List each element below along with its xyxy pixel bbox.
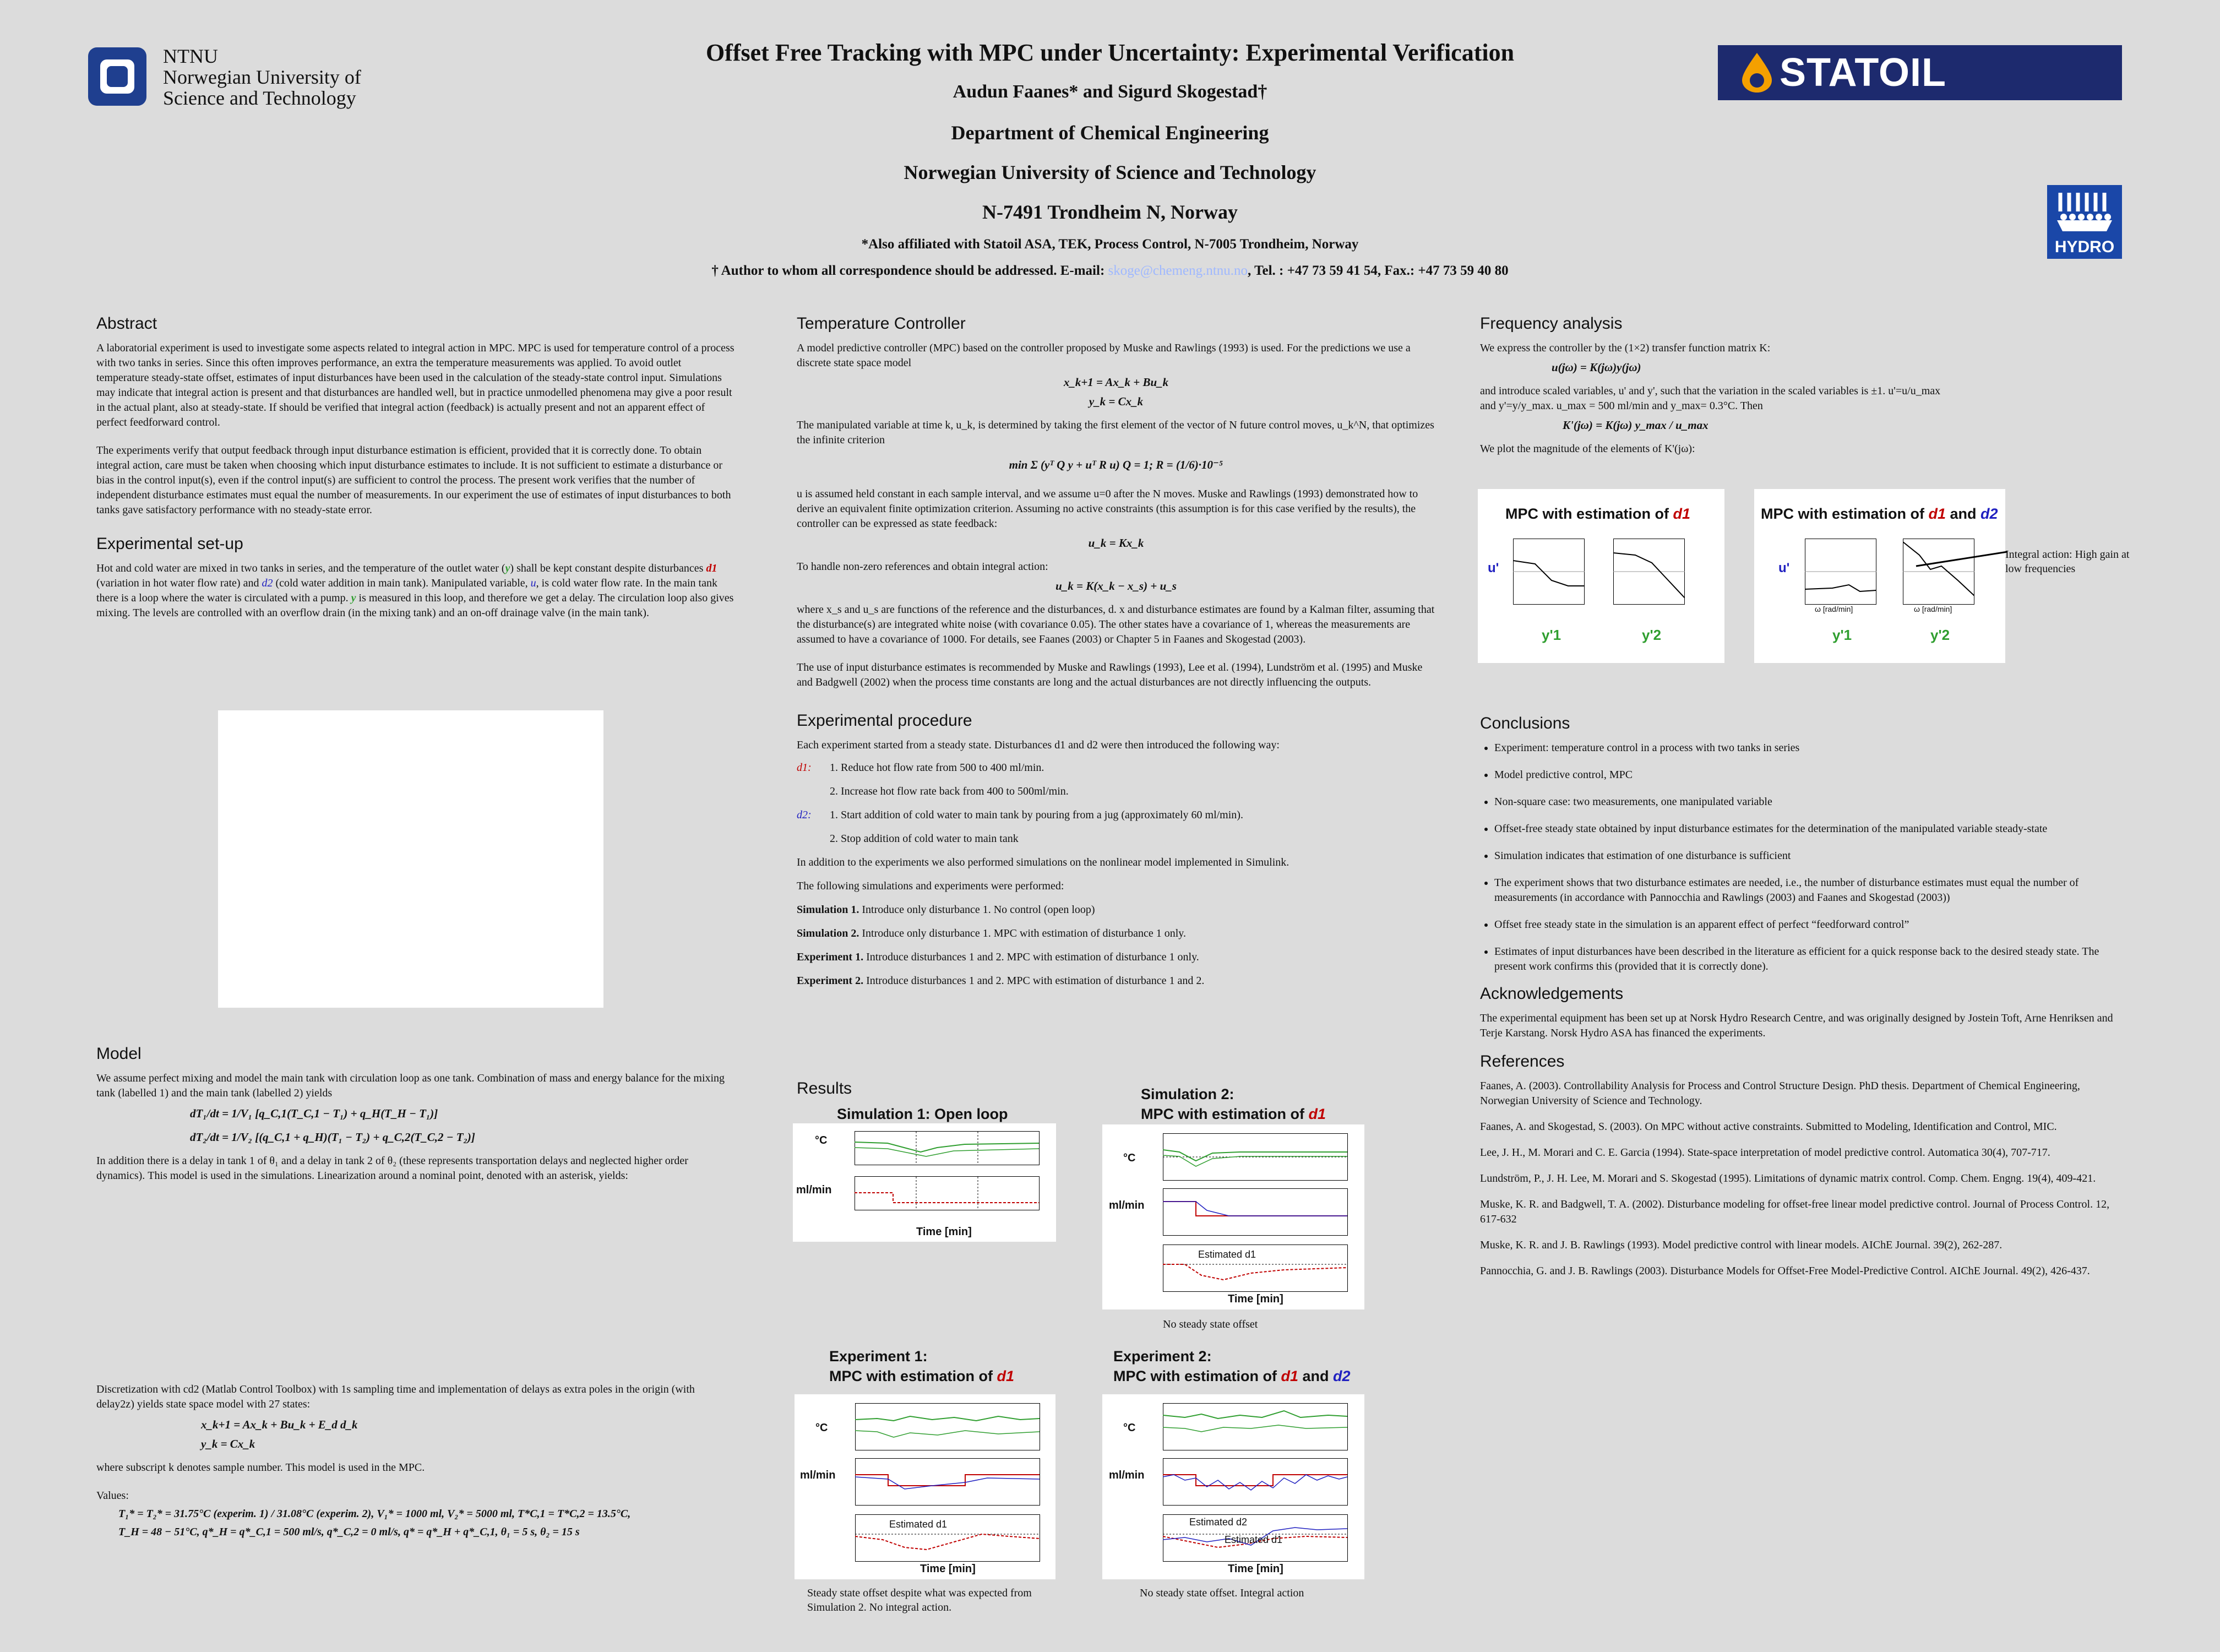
correspondence	[0, 263, 2220, 279]
exp2-estimated-d1-label: Estimated d1	[1225, 1534, 1283, 1545]
model-heading: Model	[96, 1045, 142, 1063]
procedure-item-2: Simulation 2. Introduce only disturbance 1. MPC with estimation of disturbance 1 only.	[797, 927, 1186, 939]
poster-title: Offset Free Tracking with MPC under Uncertainty: Experimental Verification	[705, 39, 1515, 66]
tc-equation-1: x_k+1 = Ax_k + Bu_k	[1063, 376, 1169, 389]
sim1-xlabel: Time [min]	[916, 1226, 972, 1238]
model-paragraph-3: Discretization with cd2 (Matlab Control Toolbox) with 1s sampling time and implementation of delays as extra poles in the origin (with delay2z) yields state space model with 27 states:	[96, 1383, 695, 1410]
frequency-paragraph-3: We plot the magnitude of the elements of K'(jω):	[1480, 443, 1695, 455]
reference-item: Faanes, A. and Skogestad, S. (2003). On MPC without active constraints. Submitted to Modeling, Identification and Control, MIC.	[1480, 1121, 2057, 1133]
statoil-logo-text: STATOIL	[1780, 51, 1946, 95]
exp1-title-line1: Experiment 1:	[829, 1348, 928, 1365]
reference-item: Lundström, P., J. H. Lee, M. Morari and S. Skogestad (1995). Limitations of dynamic matrix control. Comp. Chem. Engng. 19(4), 409-421.	[1480, 1172, 2096, 1184]
model-section	[96, 1046, 735, 1197]
setup-heading: Experimental set-up	[96, 535, 243, 553]
procedure-d1-step1: d1: 1. Reduce hot flow rate from 500 to 400 ml/min.	[797, 762, 1044, 774]
tc-paragraph-6: The use of input disturbance estimates is recommended by Muske and Rawlings (1993), Lee et al. (1994), Lundström et al. (1995) and Muske and Badgwell (2002) when the process time constants are long and the actual disturbances are not directly influencing the outputs.	[797, 661, 1423, 688]
procedure-paragraph-3: The following simulations and experiments were performed:	[797, 880, 1064, 892]
department: Department of Chemical Engineering	[951, 122, 1269, 144]
results-heading: Results	[797, 1079, 852, 1097]
integral-action-annotation: Integral action: High gain at low frequencies	[2005, 548, 2130, 575]
model-equation-1: dT₁/dt = 1/V₁ [q_C,1(T_C,1 − T₁) + q_H(T_H − T₁)]	[190, 1107, 438, 1120]
acknowledgements-text: The experimental equipment has been set up at Norsk Hydro Research Centre, and was originally designed by Jostein Toft, Arne Henriksen and Terje Karstang. Norsk Hydro ASA has financed the experiments.	[1480, 1012, 2113, 1039]
conclusion-item: • Simulation indicates that estimation of one disturbance is sufficient	[1494, 849, 2111, 863]
exp2-caption: No steady state offset. Integral action	[1140, 1587, 1304, 1599]
reference-item: Lee, J. H., M. Morari and C. E. Garcia (1994). State-space interpretation of model predictive control. Automatica 30(4), 707-717.	[1480, 1146, 2050, 1159]
tc-paragraph-3: u is assumed held constant in each sample interval, and we assume u=0 after the N moves. Muske and Rawlings (1993) demonstrated how to derive an equivalent finite optimization criterion. Assuming no active constraints (this assumption is for this case verified by the results), the controller can be expressed as state feedback:	[797, 488, 1418, 530]
exp2-xlabel: Time [min]	[1228, 1563, 1283, 1575]
sim2-xlabel: Time [min]	[1228, 1293, 1283, 1305]
freq-fig2-omega-2: ω [rad/min]	[1914, 605, 1952, 613]
frequency-heading: Frequency analysis	[1480, 314, 1623, 333]
exp2-estimated-d2-label: Estimated d2	[1189, 1517, 1248, 1528]
freq-fig1-plot-y1	[1513, 539, 1585, 605]
sim2-estimated-label: Estimated d1	[1198, 1249, 1256, 1260]
procedure-item-4: Experiment 2. Introduce disturbances 1 and 2. MPC with estimation of disturbance 1 and 2.	[797, 975, 1205, 987]
acknowledgements-heading: Acknowledgements	[1480, 985, 1624, 1003]
frequency-equation-1: u(jω) = K(jω)y(jω)	[1552, 361, 1641, 374]
freq-figure-1	[1478, 489, 1724, 663]
reference-item: Muske, K. R. and J. B. Rawlings (1993). Model predictive control with linear models. AIChE Journal. 39(2), 262-287.	[1480, 1239, 2003, 1251]
freq-figure-2	[1754, 489, 2005, 663]
freq-fig1-plot-y2	[1613, 539, 1685, 605]
exp2-title-line1: Experiment 2:	[1113, 1348, 1212, 1365]
model-paragraph-4: where subscript k denotes sample number. This model is used in the MPC.	[96, 1461, 425, 1474]
freq-fig2-y2-label: y'2	[1930, 627, 1950, 643]
address: N-7491 Trondheim N, Norway	[982, 201, 1238, 223]
authors: Audun Faanes* and Sigurd Skogestad†	[953, 81, 1267, 102]
email-link[interactable]: skoge@chemeng.ntnu.no	[1108, 263, 1248, 278]
exp2-title-line2: MPC with estimation of d1 and d2	[1113, 1368, 1351, 1384]
sim1-temp-plot	[855, 1131, 1040, 1165]
model-paragraph-1: We assume perfect mixing and model the main tank with circulation loop as one tank. Combination of mass and energy balance for the mixing tank (labelled 1) and the main tank (labelled 2) yields	[96, 1072, 725, 1099]
freq-fig1-ulabel: u'	[1488, 561, 1499, 575]
correspondence-post: , Tel. : +47 73 59 41 54, Fax.: +47 73 59 40 80	[1248, 263, 1509, 278]
freq-fig2-y1-label: y'1	[1832, 627, 1852, 643]
conclusion-item: • Non-square case: two measurements, one manipulated variable	[1494, 795, 2111, 809]
sim2-caption: No steady state offset	[1163, 1318, 1258, 1330]
exp1-ylabel-flow: ml/min	[800, 1469, 836, 1481]
setup-paragraph: Hot and cold water are mixed in two tanks in series, and the temperature of the outlet water (y) shall be kept constant despite disturbances d1 (variation in hot water flow rate) and d2 (cold water addition in main tank). Manipulated variable, u, is cold water flow rate. In the main tank there is a loop where the water is circulated with a pump. y is measured in this loop, and therefore we get a delay. The circulation loop also gives mixing. The levels are controlled with an overflow drain (in the mixing tank) and an on-off drainage valve (in the main tank).	[96, 562, 734, 619]
exp1-flow-plot	[855, 1458, 1040, 1506]
sim2-flow-plot	[1163, 1188, 1348, 1236]
freq-fig2-plot-y1	[1805, 539, 1876, 605]
conclusions-list	[1480, 741, 2111, 974]
exp1-ylabel-temp: °C	[815, 1422, 828, 1434]
exp2-flow-plot	[1163, 1458, 1348, 1506]
sim2-ylabel-flow: ml/min	[1109, 1199, 1145, 1211]
freq-fig1-y1-label: y'1	[1542, 627, 1561, 643]
procedure-item-1: Simulation 1. Introduce only disturbance 1. No control (open loop)	[797, 904, 1095, 916]
tc-paragraph-5: where x_s and u_s are functions of the reference and the disturbances, d. x and disturbance estimates are found by a Kalman filter, assuming that the disturbance(s) are integrated white noise (with covariance 0.05). The other states have a covariance of 1, whereas the measurements are assumed to have a covariance of 1000. For details, see Faanes (2003) or Chapter 5 in Faanes and Skogestad (2003).	[797, 604, 1435, 645]
reference-item: Pannocchia, G. and J. B. Rawlings (2003). Disturbance Models for Offset-Free Model-Predictive Control. AIChE Journal. 49(2), 426-437.	[1480, 1265, 2090, 1277]
tc-paragraph-2: The manipulated variable at time k, u_k, is determined by taking the first element of the vector of N future control moves, u_k^N, that optimizes the infinite criterion	[797, 419, 1434, 446]
freq-fig2-omega-1: ω [rad/min]	[1815, 605, 1853, 613]
values-line-2: T_H = 48 − 51°C, q*_H = q*_C,1 = 500 ml/s, q*_C,2 = 0 ml/s, q* = q*_H + q*_C,1, θ₁ = 5 s, θ₂ = 15 s	[118, 1526, 580, 1538]
sim2-figure	[1102, 1124, 1364, 1309]
procedure-paragraph-2: In addition to the experiments we also performed simulations on the nonlinear model implemented in Simulink.	[797, 856, 1289, 868]
abstract-heading: Abstract	[96, 314, 157, 333]
procedure-d2-step2: 2. Stop addition of cold water to main tank	[830, 833, 1019, 845]
frequency-paragraph-2: and introduce scaled variables, u' and y', such that the variation in the scaled variables is ±1. u'=u/u_max and y'=y/y_max. u_max = 500 ml/min and y_max= 0.3°C. Then	[1480, 385, 1941, 412]
setup-figure-placeholder	[218, 710, 603, 1008]
reference-item: Faanes, A. (2003). Controllability Analysis for Process and Control Structure Design. PhD thesis. Department of Chemical Engineering, Norwegian University of Science and Technology.	[1480, 1080, 2080, 1107]
exp1-figure	[795, 1394, 1055, 1579]
conclusion-item: • Offset free steady state in the simulation is an apparent effect of perfect “feedforward control”	[1494, 917, 2111, 932]
frequency-paragraph-1: We express the controller by the (1×2) transfer function matrix K:	[1480, 342, 1771, 354]
exp1-estimated-label: Estimated d1	[889, 1519, 948, 1530]
affiliation: *Also affiliated with Statoil ASA, TEK, Process Control, N-7005 Trondheim, Norway	[861, 237, 1359, 252]
sim1-ylabel-flow: ml/min	[796, 1184, 832, 1196]
exp1-estimate-plot	[855, 1514, 1040, 1562]
ntnu-logo-text-1: NTNU	[163, 45, 218, 67]
model-equation-4: y_k = Cx_k	[201, 1437, 255, 1450]
exp2-figure	[1102, 1394, 1364, 1579]
freq-fig2-ulabel: u'	[1778, 561, 1790, 575]
exp2-ylabel-temp: °C	[1123, 1422, 1136, 1434]
ntnu-logo-text-3: Science and Technology	[163, 87, 356, 109]
model-section-2	[96, 1382, 735, 1540]
abstract-paragraph-2: The experiments verify that output feedback through input disturbance estimation is efficient, provided that it is correctly done. To obtain integral action, care must be taken when choosing which input disturbance estimates to include. It is not sufficient to estimate a disturbance or bias in the control input(s), even if the control input(s) are sufficient to control the process. The present work verifies that the number of independent disturbance estimates must equal the number of measurements. In our experiment the use of estimates of input disturbances to both tanks gave satisfactory performance with no steady-state error.	[96, 444, 731, 516]
conclusions-section	[1480, 716, 2119, 1290]
conclusion-item: • The experiment shows that two disturbance estimates are needed, i.e., the number of disturbance estimates must equal the number of measurements (in accordance with Pannocchia and Rawlings (2003) and Faanes and Skogestad (2003))	[1494, 876, 2111, 905]
sim1-flow-plot	[855, 1176, 1040, 1210]
exp1-caption: Steady state offset despite what was expected from Simulation 2. No integral action.	[807, 1587, 1032, 1613]
tc-equation-5: u_k = K(x_k − x_s) + u_s	[1055, 579, 1177, 593]
freq-fig2-title: MPC with estimation of d1 and d2	[1761, 506, 1998, 522]
ntnu-logo-text-2: Norwegian University of	[163, 66, 361, 88]
sim2-title-line2: MPC with estimation of d1	[1141, 1106, 1326, 1122]
tc-paragraph-1: A model predictive controller (MPC) based on the controller proposed by Muske and Rawlings (1993) is used. For the predictions we use a discrete state space model	[797, 342, 1411, 369]
procedure-item-3: Experiment 1. Introduce disturbances 1 and 2. MPC with estimation of disturbance 1 only.	[797, 951, 1199, 963]
conclusion-item: • Model predictive control, MPC	[1494, 768, 2111, 782]
exp2-ylabel-flow: ml/min	[1109, 1469, 1145, 1481]
tc-equation-2: y_k = Cx_k	[1089, 395, 1144, 408]
model-paragraph-2: In addition there is a delay in tank 1 of θ₁ and a delay in tank 2 of θ₂ (these represents transportation delays and neglected higher order dynamics). This model is used in the simulations. Linearization around a nominal point, denoted with an asterisk, yields:	[96, 1155, 688, 1182]
sim2-ylabel-temp: °C	[1123, 1152, 1136, 1164]
column-middle	[797, 316, 1435, 997]
model-equation-3: x_k+1 = Ax_k + Bu_k + E_d d_k	[201, 1418, 358, 1431]
tc-equation-3: min Σ (yᵀ Q y + uᵀ R u) Q = 1; R = (1/6)·10⁻⁵	[1009, 458, 1223, 471]
freq-fig1-y2-label: y'2	[1642, 627, 1662, 643]
values-label: Values:	[96, 1490, 129, 1502]
procedure-intro: Each experiment started from a steady state. Disturbances d1 and d2 were then introduced the following way:	[797, 739, 1280, 751]
model-equation-2: dT₂/dt = 1/V₂ [(q_C,1 + q_H)(T₁ − T₂) + q_C,2(T_C,2 − T₂)]	[190, 1131, 475, 1144]
sim1-figure	[793, 1123, 1056, 1242]
sim2-title-line1: Simulation 2:	[1141, 1086, 1234, 1102]
exp2-temp-plot	[1163, 1403, 1348, 1450]
frequency-equation-2: K'(jω) = K(jω) y_max / u_max	[1563, 419, 1708, 432]
tc-paragraph-4: To handle non-zero references and obtain integral action:	[797, 561, 1048, 573]
exp1-title-line2: MPC with estimation of d1	[829, 1368, 1015, 1384]
correspondence-pre: † Author to whom all correspondence should be addressed. E-mail:	[711, 263, 1108, 278]
hydro-logo-text: HYDRO	[2054, 238, 2115, 256]
tc-heading: Temperature Controller	[797, 314, 966, 333]
exp1-temp-plot	[855, 1403, 1040, 1450]
procedure-d2-step1: d2: 1. Start addition of cold water to main tank by pouring from a jug (approximately 60 ml/min).	[797, 809, 1243, 821]
column-right	[1480, 316, 2119, 470]
sim1-title: Simulation 1: Open loop	[837, 1106, 1008, 1122]
conclusion-item: • Experiment: temperature control in a process with two tanks in series	[1494, 741, 2111, 756]
integral-action-arrow	[1911, 547, 2010, 569]
university: Norwegian University of Science and Technology	[904, 161, 1316, 183]
conclusion-item: • Offset-free steady state obtained by input disturbance estimates for the determination of the manipulated variable steady-state	[1494, 822, 2111, 836]
tc-equation-4: u_k = Kx_k	[1088, 536, 1144, 550]
sim1-ylabel-temp: °C	[815, 1134, 828, 1146]
procedure-d1-step2: 2. Increase hot flow rate back from 400 to 500ml/min.	[830, 785, 1069, 797]
column-left	[96, 316, 735, 634]
sim2-temp-plot	[1163, 1133, 1348, 1181]
freq-fig1-title: MPC with estimation of d1	[1505, 506, 1691, 522]
reference-item: Muske, K. R. and Badgwell, T. A. (2002). Disturbance modeling for offset-free linear model predictive control. Journal of Process Control. 12, 617-632	[1480, 1198, 2110, 1225]
conclusions-heading: Conclusions	[1480, 714, 1570, 732]
exp1-xlabel: Time [min]	[920, 1563, 976, 1575]
procedure-heading: Experimental procedure	[797, 711, 972, 730]
values-line-1: T₁* = T₂* = 31.75°C (experim. 1) / 31.08°C (experim. 2), V₁* = 1000 ml, V₂* = 5000 ml, T*C,1 = T*C,2 = 13.5°C,	[118, 1508, 631, 1520]
abstract-paragraph-1: A laboratorial experiment is used to investigate some aspects related to integral action in MPC. MPC is used for temperature control of a process with two tanks in series. Since this often improves performance, an extra the temperature measurements was applied. To avoid outlet temperature steady-state offset, estimates of input disturbances have been used in the calculation of the steady-state control input. Simulations may indicate that integral action is present and that disturbances are handled well, but in practice unmodelled phenomena may give a poor result in the actual plant, also at steady-state. If should be verified that integral action (feedback) is actually present and not an apparent effect of perfect feedforward control.	[96, 342, 734, 428]
conclusion-item: • Estimates of input disturbances have been described in the literature as efficient for a quick response back to the desired steady state. The present work confirms this (provided that it is correctly done).	[1494, 944, 2111, 974]
references-heading: References	[1480, 1052, 1565, 1070]
